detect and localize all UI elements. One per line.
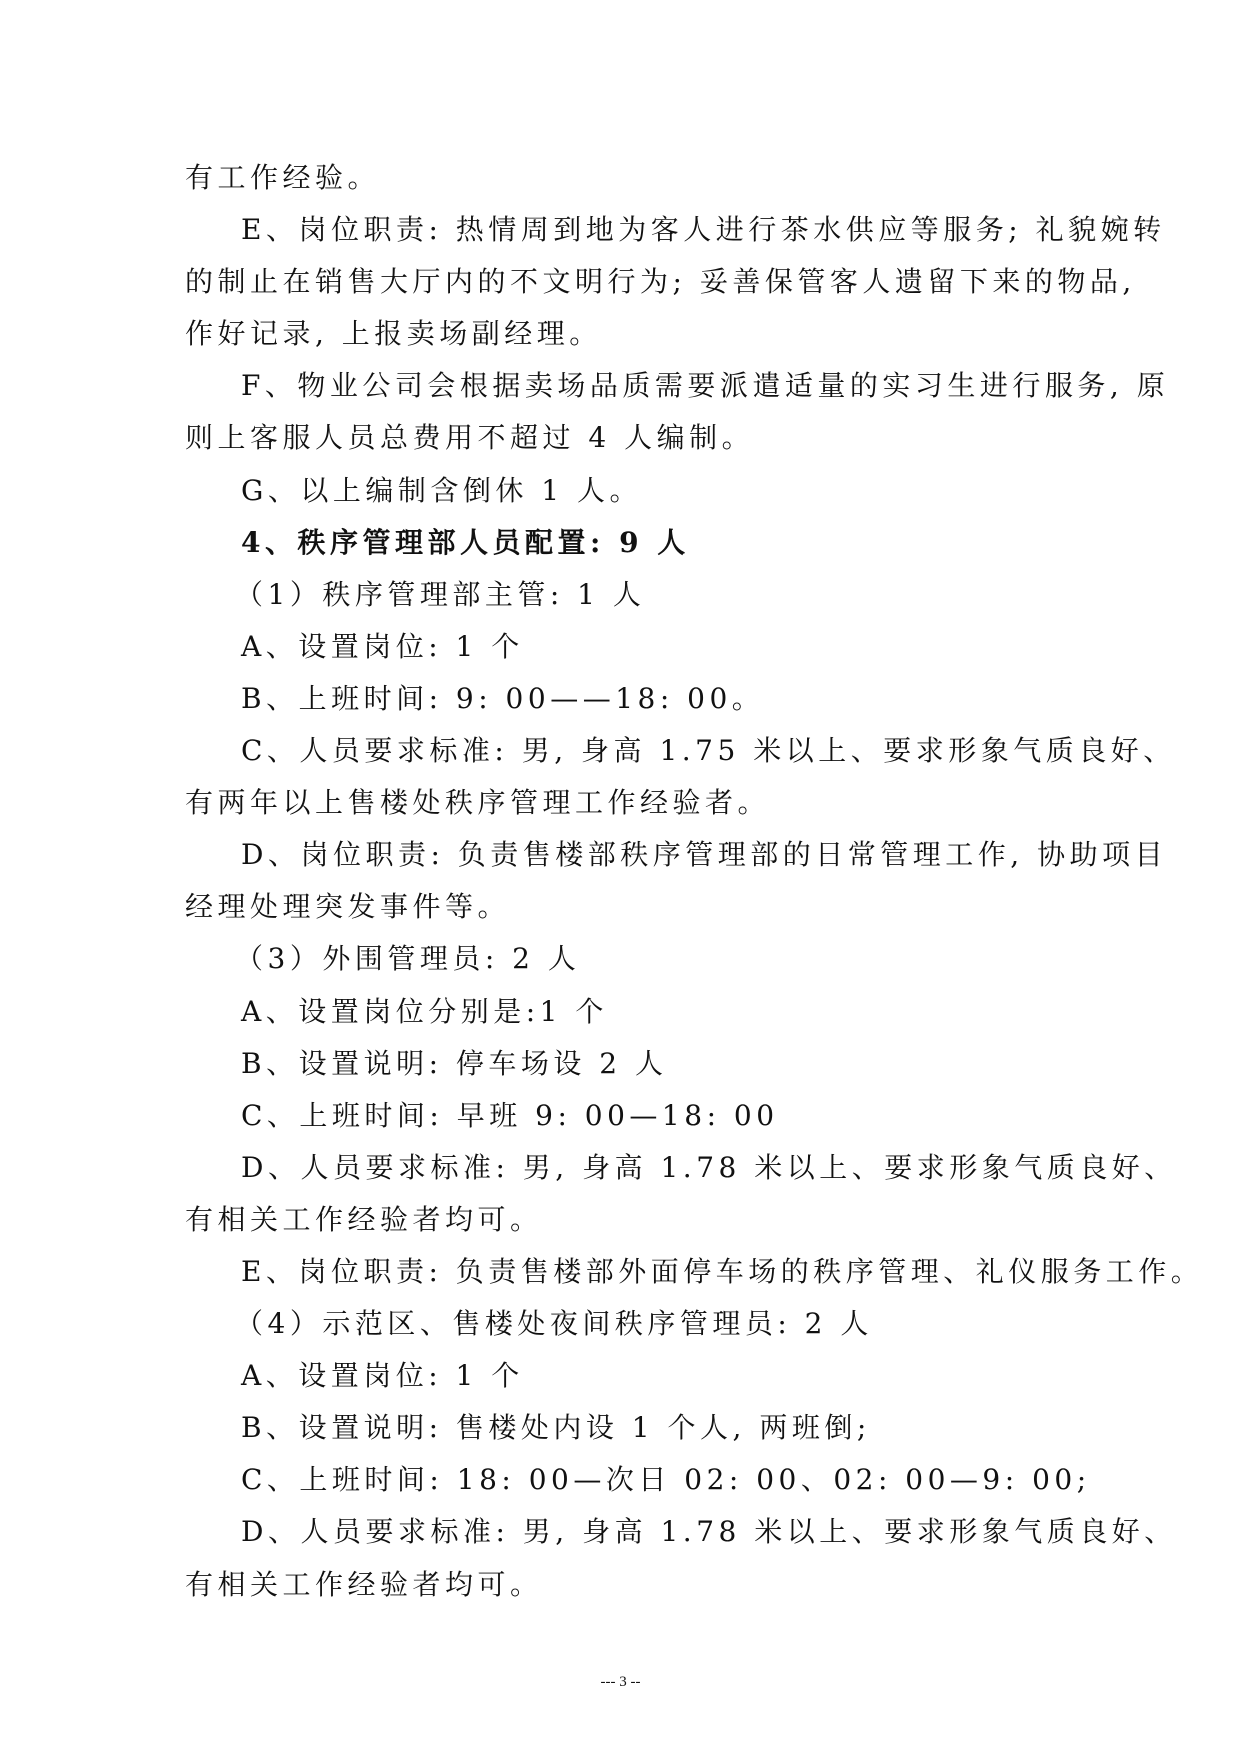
section-heading: 4、秩序管理部人员配置: 9 人 bbox=[241, 525, 690, 559]
text-line: F、物业公司会根据卖场品质需要派遣适量的实习生进行服务, 原 bbox=[241, 369, 1170, 403]
text-line: 作好记录, 上报卖场副经理。 bbox=[185, 317, 602, 351]
text-line: C、上班时间: 早班 9: 00—18: 00 bbox=[241, 1098, 779, 1132]
text-line: B、设置说明: 停车场设 2 人 bbox=[241, 1046, 668, 1080]
subsection-heading: （4）示范区、售楼处夜间秩序管理员: 2 人 bbox=[235, 1307, 873, 1341]
subsection-heading: （1）秩序管理部主管: 1 人 bbox=[235, 577, 646, 611]
page-number: --- 3 -- bbox=[600, 1674, 641, 1690]
text-line: E、岗位职责: 热情周到地为客人进行茶水供应等服务; 礼貌婉转 bbox=[241, 213, 1166, 247]
text-line: C、人员要求标准: 男, 身高 1.75 米以上、要求形象气质良好、 bbox=[241, 734, 1176, 768]
text-line: 的制止在销售大厅内的不文明行为; 妥善保管客人遗留下来的物品, bbox=[185, 265, 1136, 299]
text-line: G、以上编制含倒休 1 人。 bbox=[241, 473, 642, 507]
text-line: 经理处理突发事件等。 bbox=[185, 890, 511, 924]
text-line: A、设置岗位: 1 个 bbox=[241, 629, 524, 663]
text-line: A、设置岗位分别是:1 个 bbox=[241, 994, 608, 1028]
text-line: B、上班时间: 9: 00——18: 00。 bbox=[241, 681, 765, 715]
body-text bbox=[185, 152, 1204, 1611]
text-line: 有相关工作经验者均可。 bbox=[185, 1567, 543, 1601]
text-line: 有两年以上售楼处秩序管理工作经验者。 bbox=[185, 786, 771, 820]
text-line: E、岗位职责: 负责售楼部外面停车场的秩序管理、礼仪服务工作。 bbox=[241, 1254, 1204, 1288]
text-line: C、上班时间: 18: 00—次日 02: 00、02: 00—9: 00; bbox=[241, 1463, 1091, 1497]
text-line: D、岗位职责: 负责售楼部秩序管理部的日常管理工作, 协助项目 bbox=[241, 838, 1168, 872]
text-line: A、设置岗位: 1 个 bbox=[241, 1359, 524, 1393]
text-line: 有相关工作经验者均可。 bbox=[185, 1202, 543, 1236]
text-line: D、人员要求标准: 男, 身高 1.78 米以上、要求形象气质良好、 bbox=[241, 1150, 1177, 1184]
subsection-heading: （3）外围管理员: 2 人 bbox=[235, 942, 581, 976]
text-line: 则上客服人员总费用不超过 4 人编制。 bbox=[185, 421, 755, 455]
text-line: 有工作经验。 bbox=[185, 161, 381, 194]
text-line: B、设置说明: 售楼处内设 1 个人, 两班倒; bbox=[241, 1411, 871, 1445]
text-line: D、人员要求标准: 男, 身高 1.78 米以上、要求形象气质良好、 bbox=[241, 1515, 1177, 1549]
